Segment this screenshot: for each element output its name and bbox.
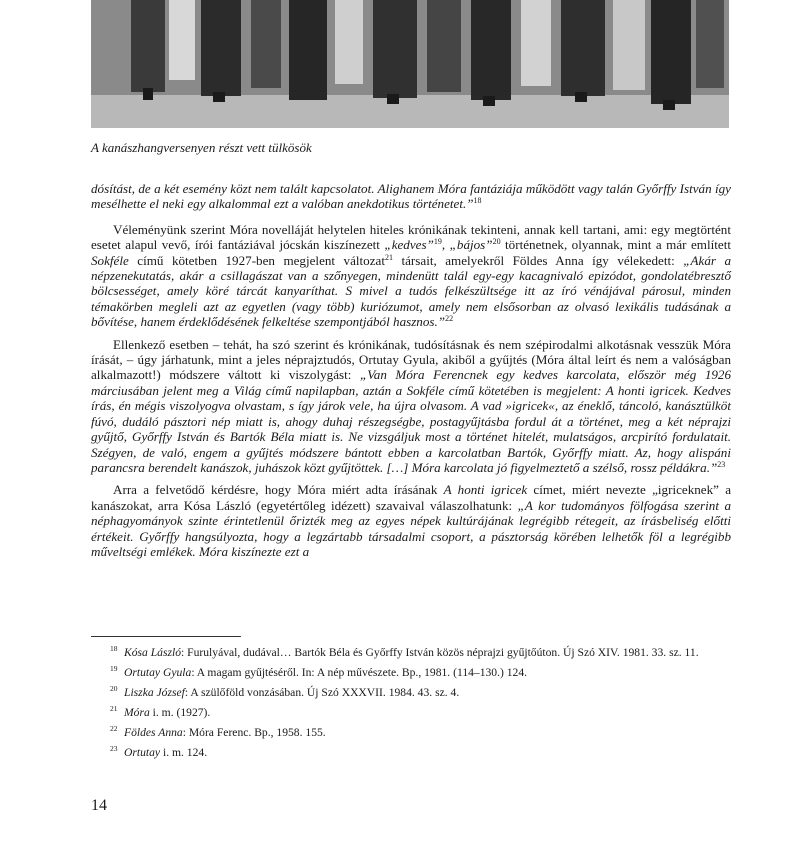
footnote: 22 Földes Anna: Móra Ferenc. Bp., 1958. 155.	[110, 724, 326, 739]
footnote: 20 Liszka József: A szülőföld vonzásában. Új Szó XXXVII. 1984. 43. sz. 4.	[110, 684, 460, 699]
photo	[91, 0, 729, 128]
photo-figures	[91, 0, 729, 128]
quote: „A kor tudományos fölfogása szerint a néphagyományok szinte érintetlenül őrizték meg az egyes népek kultúrájának legrégibb rétegeit, az írásbeliség előtti értékeit. Győrffy hangsúlyozta, hogy a legzártabb társadalmi csoport, a pásztorság körében lelhetők föl a legrégibb műveltségi emlékek. Móra kiszínezte ezt a	[91, 497, 731, 559]
footnote: 21 Móra i. m. (1927).	[110, 704, 211, 719]
footnote-ref: 21	[385, 252, 393, 262]
page-number: 14	[91, 797, 107, 814]
footnotes	[110, 645, 730, 765]
footnote-ref: 18	[473, 196, 482, 206]
quote: „Akár a népzenekutatás, akár a csillagászat van a szőnyegen, mindenütt talál egy-egy kacagnivaló epizódot, gondolatébresztő bölcsességet, amely köré tárcát kanyaríthat. S mivel a tudós felkészültsége itt az író vénájával párosul, minden témakörben megleli azt az egyetlen (vagy több) kuriózumot, amely nem elsősorban az olvasó lexikális tudásának a bővítése, hanem érdeklődésének felkeltése szempontjából hasznos.”	[91, 252, 731, 330]
paragraph-1: Véleményünk szerint Móra novelláját helytelen hiteles krónikának tekinteni, annak kell tartani, ami: egy megtörtént esetet alapul vevő, írói fantáziával jócskán kiszínezett „kedves”$^{19}$, „bájos”$^{20}$ történetnek, olyannak, mint a már említett Sokféle című kötetben 1927-ben megjelent változat$^{21}$ társait, amelyekről Földes Anna így vélekedett: „Akár a népzenekutatás, akár a csillagászat van a szőnyegen, mindenütt talál egy-egy kacagnivaló epizódot, gondolatébresztő bölcsességet, amely köré tárcát kanyaríthat. S mivel a tudós felkészültsége itt az író vénájával párosul, minden témakörben megleli azt az egyetlen (vagy több) kuriózumot, amely nem elsősorban az olvasó lexikális tudásának a bővítése, hanem érdeklődésének felkeltése szempontjából hasznos.”$^{22}$	[91, 221, 731, 330]
body-text	[91, 181, 731, 566]
footnote-ref: 19	[433, 237, 442, 247]
footnote-ref: 22	[445, 314, 454, 324]
paragraph-3: Arra a felvetődő kérdésre, hogy Móra miért adta írásának A honti igricek címet, miért nevezte „igriceknek” a kanászokat, arra Kósa László (egyetértőleg idézett) szavaival válaszolhatunk: „A kor tudományos fölfogása szerint a néphagyományok szinte érintetlenül őrizték meg az egyes népek kultúrájának legrégibb rétegeit, az írásbeliség előtti értékeit. Győrffy hangsúlyozta, hogy a legzártabb társadalmi csoport, a pásztorság körében lelhetők föl a legrégibb műveltségi emlékek. Móra kiszínezte ezt a	[91, 482, 732, 559]
footnote-ref: 20	[492, 237, 501, 247]
paragraph-2: Ellenkező esetben – tehát, ha szó szerint és krónikának, tudósításnak és nem szépirodalmi alkotásnak vesszük Móra írását, – úgy járhatunk, mint a jeles néprajztudós, Ortutay Gyula, akiből a gyűjtés (Móra által leírt és nem a valóságban alkalmazott!) módszere váltott ki viszolygást: „Van Móra Ferencnek egy kedves karcolata, először még 1926 márciusában jelent meg a Világ című napilapban, aztán a Sokféle című kötetében is megjelent: A honti igricek. Kedves írás, én mégis viszolyogva olvastam, s így járok vele, ha újra olvasom. A vad »igricek«, az éneklő, táncoló, kanásztülköt fúvó, dudáló pásztori nép miatt is, ahogy duhaj részegségbe, postagyűjtásba fordul át a történet, meg a két néprajzi gyűjtő, Győrffy István és Bartók Béla miatt is. Ne vizsgáljuk most a történet hitelét, mulatságos, arcpirító fordulatait. Szégyen, de való, engem a gyűjtés módszere bántott ebben a karcolatban Bartók, Győrffy miatt. Az, hogy alispáni parancsra berendelt kanászok, juhászok közt gyűjtöttek. […] Móra karcolata jó figyelmeztető a szélső, rossz példákra.”$^{23}$	[91, 336, 732, 475]
lead-italic: dósítást, de a két esemény közt nem talált kapcsolatot. Alighanem Móra fantáziája működött vagy talán Győrffy István így mesélhette el neki egy alkalommal ezt a valóban anekdotikus történetet.”	[91, 181, 731, 212]
quote: „Van Móra Ferencnek egy kedves karcolata, először még 1926 márciusában jelent meg a Világ című napilapban, aztán a Sokféle című kötetében is megjelent: A honti igricek. Kedves írás, én mégis viszolyogva olvastam, s így járok vele, ha újra olvasom. A vad »igricek«, az éneklő, táncoló, kanásztülköt fúvó, dudáló pásztori nép miatt is, ahogy duhaj részegségbe, postagyűjtásba fordul át a történet, meg a két néprajzi gyűjtő, Győrffy István és Bartók Béla miatt is. Ne vizsgáljuk most a történet hitelét, mulatságos, arcpirító fordulatait. Szégyen, de való, engem a gyűjtés módszere bántott ebben a karcolatban Bartók, Győrffy miatt. Az, hogy alispáni parancsra berendelt kanászok, juhászok közt gyűjtöttek. […] Móra karcolata jó figyelmeztető a szélső, rossz példákra.”	[91, 367, 732, 475]
footnote: 23 Ortutay i. m. 124.	[110, 744, 208, 759]
footnote: 18 Kósa László: Furulyával, dudával… Bartók Béla és Győrffy István közös néprajzi gyűjtőúton. Új Szó XIV. 1981. 33. sz. 11.	[110, 644, 699, 659]
lead-paragraph	[91, 181, 731, 212]
footnote-ref: 23	[717, 459, 726, 469]
footnote: 19 Ortutay Gyula: A magam gyűjtéséről. In: A nép művészete. Bp., 1981. (114–130.) 124.	[110, 664, 528, 679]
footnote-divider	[91, 636, 241, 637]
photo-caption: A kanászhangversenyen részt vett tülkösök	[91, 140, 312, 155]
